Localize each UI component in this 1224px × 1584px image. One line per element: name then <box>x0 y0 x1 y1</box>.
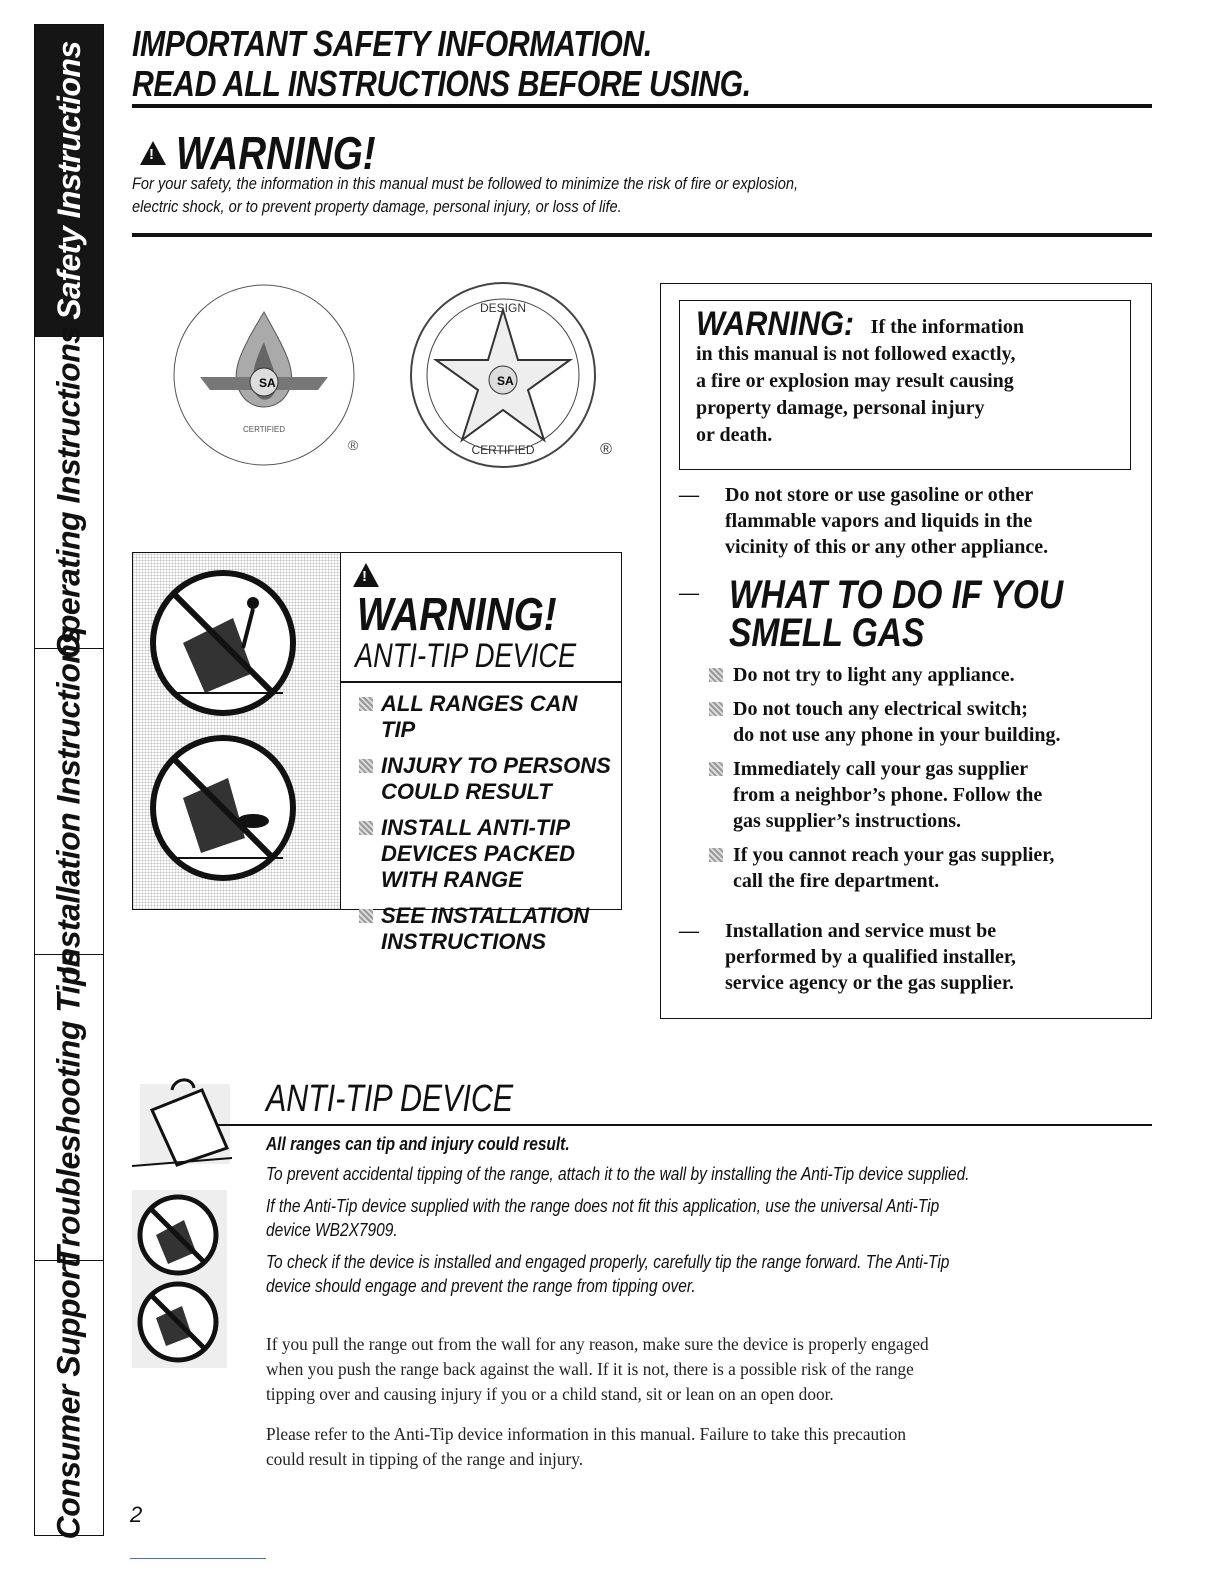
antitip-illustration-panel <box>133 553 341 909</box>
gas-warning-first: If the information <box>870 316 1024 338</box>
antitip-warning-title: WARNING! <box>357 588 557 640</box>
list-item: Do not touch any electrical switch; do not use any phone in your building. <box>709 696 1061 748</box>
antitip-subtitle-divider <box>341 681 621 683</box>
footer-line <box>130 1558 266 1559</box>
antitip-bold-line: All ranges can tip and injury could result. <box>266 1134 570 1154</box>
gas-warning-text: WARNING: If the information in this manual is not followed exactly, a fire or explosion may result causing property damage, personal injury or death. <box>696 305 1024 446</box>
install-service-note: — Installation and service must be performed by a qualified installer, service agency or the gas supplier. <box>679 920 1016 994</box>
bullet-icon <box>709 762 723 776</box>
certification-logos <box>170 282 640 482</box>
svg-text:SA: SA <box>497 374 514 388</box>
bullet-icon <box>359 759 373 773</box>
antitip-subtitle: ANTI-TIP DEVICE <box>355 637 577 675</box>
page-number: 2 <box>130 1502 143 1527</box>
list-item: ALL RANGES CAN TIP <box>359 691 621 743</box>
antitip-section-body: All ranges can tip and injury could result. To prevent accidental tipping of the range, attach it to the wall by installing the Anti-Tip device supplied. If the Anti-Tip device supplied with the range does not fit this application, use the universal Anti-Tip device WB2X7909. To check if the device is installed and engaged properly, carefully tip the range forward. The Anti-Tip device should engage and prevent the range from tipping over. <box>266 1134 970 1296</box>
page-header <box>132 24 869 104</box>
tab-label: Consumer Support <box>50 1257 87 1539</box>
bullet-icon <box>709 668 723 682</box>
bullet-icon <box>359 909 373 923</box>
antitip-subtitle-wrap <box>355 637 621 675</box>
antitip-item-list <box>359 691 621 955</box>
antitip-para-1: To prevent accidental tipping of the range, attach it to the wall by installing the Anti-Tip device supplied. <box>266 1164 970 1184</box>
list-item: If you cannot reach your gas supplier, call the fire department. <box>709 842 1061 894</box>
warning-title: WARNING! <box>176 127 377 179</box>
tab-troubleshooting-tips[interactable] <box>35 949 103 1266</box>
aga-certified-logo <box>174 285 359 465</box>
gas-warning-label: WARNING: <box>696 305 855 343</box>
antitip-para-4: If you pull the range out from the wall for any reason, make sure the device is properly engaged when you push the range back against the wall. If it is not, there is a possible risk of the range tipping over and causing injury if you or a child stand, sit or lean on an open door. <box>266 1334 929 1404</box>
bullet-icon <box>709 848 723 862</box>
list-item: Immediately call your gas supplier from a neighbor’s phone. Follow the gas supplier’s instructions. <box>709 756 1061 834</box>
list-item: SEE INSTALLATION INSTRUCTIONS <box>359 903 621 955</box>
antitip-section-title-wrap <box>266 1078 575 1120</box>
smell-gas-list <box>709 662 1061 894</box>
tab-safety-instructions[interactable] <box>35 25 103 337</box>
list-item: Do not try to light any appliance. <box>709 662 1061 688</box>
tab-operating-instructions[interactable] <box>35 326 103 659</box>
smell-heading-line-1: WHAT TO DO IF YOU <box>729 573 1064 617</box>
antitip-warning-heading <box>353 563 621 641</box>
tab-label: Troubleshooting Tips <box>50 949 87 1266</box>
store-warning: — Do not store or use gasoline or other flammable vapors and liquids in the vicinity of this or any other appliance. <box>679 484 1049 558</box>
list-item: INJURY TO PERSONS COULD RESULT <box>359 753 621 805</box>
tab-label: Operating Instructions <box>50 326 87 659</box>
warning-body-line-1: For your safety, the information in this manual must be followed to minimize the risk of fire or explosion, <box>132 174 799 193</box>
svg-text:SA: SA <box>259 376 276 390</box>
csa-design-certified-logo <box>411 283 612 467</box>
warning-body-line-2: electric shock, or to prevent property damage, personal injury, or loss of life. <box>132 197 622 216</box>
warning-triangle-icon <box>140 141 166 165</box>
warning-body <box>132 172 906 218</box>
antitip-para-5: Please refer to the Anti-Tip device information in this manual. Failure to take this precaution could result in tipping of the range and injury. <box>266 1424 907 1469</box>
header-line-2: READ ALL INSTRUCTIONS BEFORE USING. <box>132 63 751 104</box>
list-item: INSTALL ANTI-TIP DEVICES PACKED WITH RANGE <box>359 815 621 893</box>
antitip-text-panel <box>341 553 621 955</box>
antitip-warning-box <box>132 552 622 954</box>
tab-label: Safety Instructions <box>50 41 87 320</box>
csa-top-label: DESIGN <box>479 301 527 315</box>
smell-heading-line-2: SMELL GAS <box>729 611 925 655</box>
antitip-section-divider <box>216 1124 1152 1126</box>
header-line-1: IMPORTANT SAFETY INFORMATION. <box>132 23 652 64</box>
gas-warning-box <box>660 283 1152 1019</box>
registered-mark-2: ® <box>600 441 612 458</box>
warning-triangle-icon <box>353 563 379 587</box>
gas-warning-inner-box <box>679 300 1131 470</box>
tab-label: Installation Instructions <box>50 627 87 976</box>
antitip-section-illustrations <box>132 1070 242 1370</box>
registered-mark: ® <box>347 437 359 453</box>
smell-gas-heading: — WHAT TO DO IF YOU SMELL GAS <box>679 573 1064 655</box>
header-divider <box>132 104 1152 108</box>
warning-divider <box>132 233 1152 237</box>
section-sidebar <box>34 24 104 1539</box>
tab-installation-instructions[interactable] <box>35 627 103 976</box>
aga-label: CERTIFIED <box>242 425 286 434</box>
bullet-icon <box>359 697 373 711</box>
bullet-icon <box>359 821 373 835</box>
antitip-section-title: ANTI-TIP DEVICE <box>266 1078 514 1120</box>
tab-consumer-support[interactable] <box>35 1257 103 1539</box>
no-tipping-illustration <box>133 553 339 909</box>
csa-bottom-label: CERTIFIED <box>471 443 535 457</box>
bullet-icon <box>709 702 723 716</box>
